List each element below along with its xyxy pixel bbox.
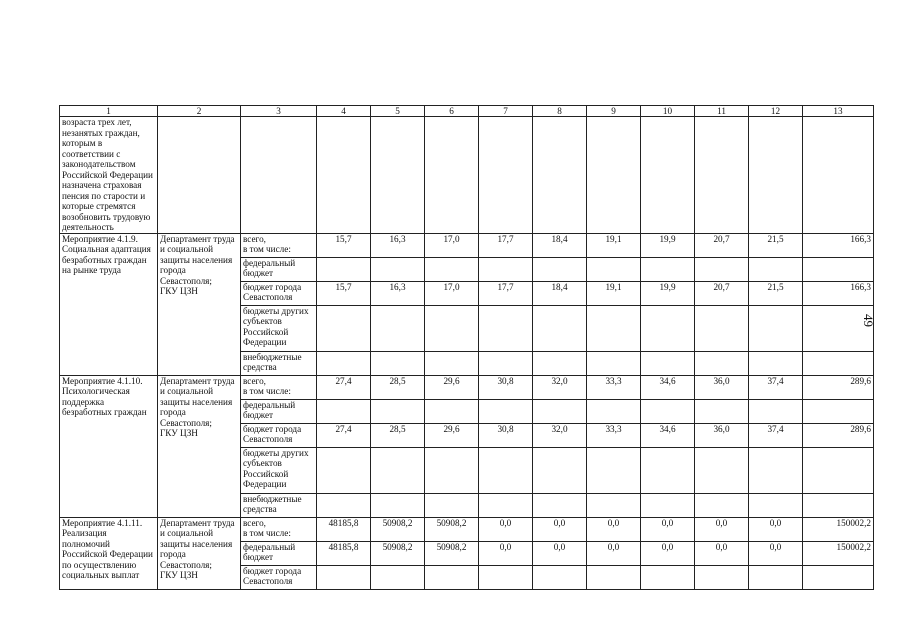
total-value xyxy=(803,447,874,493)
continuation-description: возраста трех лет, незанятых граждан, которым в соответствии с законодательством Российской Федерации назначена страховая пенсия по старости и которые стремятся возобновить трудовую деятельность xyxy=(60,117,158,234)
year-value xyxy=(587,447,641,493)
year-value: 30,8 xyxy=(479,375,533,399)
year-value xyxy=(479,565,533,589)
year-value: 16,3 xyxy=(371,233,425,257)
funding-category: внебюджетные средства xyxy=(241,351,317,375)
year-value: 32,0 xyxy=(533,423,587,447)
table-row xyxy=(60,517,874,541)
year-value xyxy=(533,257,587,281)
year-value xyxy=(749,447,803,493)
year-value xyxy=(371,447,425,493)
total-value xyxy=(803,257,874,281)
header-cell: 13 xyxy=(803,106,874,117)
year-value xyxy=(641,351,695,375)
year-value xyxy=(317,447,371,493)
year-value xyxy=(533,565,587,589)
year-value: 18,4 xyxy=(533,281,587,305)
year-value xyxy=(641,257,695,281)
funding-category: бюджеты других субъектов Российской Федерации xyxy=(241,305,317,351)
year-value xyxy=(371,493,425,517)
year-value xyxy=(587,351,641,375)
year-value: 0,0 xyxy=(749,517,803,541)
year-value xyxy=(371,257,425,281)
year-value: 20,7 xyxy=(695,281,749,305)
year-value xyxy=(317,565,371,589)
year-value: 0,0 xyxy=(641,541,695,565)
year-value xyxy=(317,399,371,423)
funding-category: бюджет города Севастополя xyxy=(241,281,317,305)
year-value xyxy=(641,493,695,517)
measure-name: Мероприятие 4.1.9. Социальная адаптация безработных граждан на рынке труда xyxy=(60,233,158,375)
year-value: 36,0 xyxy=(695,423,749,447)
measure-executor: Департамент труда и социальной защиты населения города Севастополя; ГКУ ЦЗН xyxy=(158,233,241,375)
year-value: 37,4 xyxy=(749,375,803,399)
table-row xyxy=(60,375,874,399)
total-value xyxy=(803,305,874,351)
total-value: 289,6 xyxy=(803,423,874,447)
year-value: 28,5 xyxy=(371,375,425,399)
year-value xyxy=(641,399,695,423)
year-value: 28,5 xyxy=(371,423,425,447)
year-value xyxy=(425,257,479,281)
header-cell: 2 xyxy=(158,106,241,117)
year-value xyxy=(695,447,749,493)
year-value: 0,0 xyxy=(533,517,587,541)
header-cell: 3 xyxy=(241,106,317,117)
year-value xyxy=(587,305,641,351)
year-value xyxy=(695,305,749,351)
year-value xyxy=(695,493,749,517)
year-value: 27,4 xyxy=(317,375,371,399)
year-value xyxy=(317,257,371,281)
year-value xyxy=(425,399,479,423)
year-value xyxy=(479,447,533,493)
year-value xyxy=(749,565,803,589)
year-value: 29,6 xyxy=(425,375,479,399)
year-value xyxy=(749,351,803,375)
year-value xyxy=(695,351,749,375)
year-value: 0,0 xyxy=(749,541,803,565)
year-value: 15,7 xyxy=(317,233,371,257)
funding-category: всего, в том числе: xyxy=(241,517,317,541)
year-value: 33,3 xyxy=(587,423,641,447)
year-value: 50908,2 xyxy=(425,517,479,541)
year-value: 17,0 xyxy=(425,233,479,257)
header-row xyxy=(60,106,874,117)
header-cell: 7 xyxy=(479,106,533,117)
year-value: 36,0 xyxy=(695,375,749,399)
year-value xyxy=(479,351,533,375)
total-value xyxy=(803,565,874,589)
funding-category: всего, в том числе: xyxy=(241,375,317,399)
year-value: 37,4 xyxy=(749,423,803,447)
year-value xyxy=(479,493,533,517)
year-value xyxy=(533,399,587,423)
year-value xyxy=(641,447,695,493)
year-value: 15,7 xyxy=(317,281,371,305)
year-value xyxy=(587,565,641,589)
year-value xyxy=(425,493,479,517)
year-value xyxy=(425,305,479,351)
page-number: 49 xyxy=(861,314,876,327)
header-cell: 5 xyxy=(371,106,425,117)
year-value: 34,6 xyxy=(641,423,695,447)
year-value: 48185,8 xyxy=(317,541,371,565)
year-value xyxy=(425,565,479,589)
header-cell: 10 xyxy=(641,106,695,117)
year-value xyxy=(749,493,803,517)
measure-executor: Департамент труда и социальной защиты населения города Севастополя; ГКУ ЦЗН xyxy=(158,375,241,517)
year-value xyxy=(587,257,641,281)
header-cell: 1 xyxy=(60,106,158,117)
year-value: 19,9 xyxy=(641,281,695,305)
year-value: 17,7 xyxy=(479,233,533,257)
year-value xyxy=(587,399,641,423)
table-row xyxy=(60,233,874,257)
year-value: 30,8 xyxy=(479,423,533,447)
total-value: 289,6 xyxy=(803,375,874,399)
table-body xyxy=(60,117,874,590)
funding-category: всего, в том числе: xyxy=(241,233,317,257)
year-value: 16,3 xyxy=(371,281,425,305)
measure-name: Мероприятие 4.1.10. Психологическая поддержка безработных граждан xyxy=(60,375,158,517)
total-value xyxy=(803,399,874,423)
year-value xyxy=(641,565,695,589)
funding-category: бюджеты других субъектов Российской Федерации xyxy=(241,447,317,493)
year-value xyxy=(749,305,803,351)
funding-category: бюджет города Севастополя xyxy=(241,423,317,447)
funding-category: бюджет города Севастополя xyxy=(241,565,317,589)
year-value xyxy=(479,257,533,281)
year-value xyxy=(317,351,371,375)
total-value: 150002,2 xyxy=(803,517,874,541)
year-value xyxy=(533,447,587,493)
year-value: 0,0 xyxy=(587,541,641,565)
year-value: 0,0 xyxy=(641,517,695,541)
year-value: 29,6 xyxy=(425,423,479,447)
year-value: 17,0 xyxy=(425,281,479,305)
year-value: 50908,2 xyxy=(425,541,479,565)
funding-category: федеральный бюджет xyxy=(241,399,317,423)
year-value xyxy=(425,351,479,375)
measure-executor: Департамент труда и социальной защиты населения города Севастополя; ГКУ ЦЗН xyxy=(158,517,241,589)
year-value xyxy=(749,257,803,281)
total-value xyxy=(803,493,874,517)
year-value xyxy=(425,447,479,493)
header-cell: 9 xyxy=(587,106,641,117)
header-cell: 6 xyxy=(425,106,479,117)
year-value xyxy=(695,257,749,281)
year-value xyxy=(317,493,371,517)
year-value: 0,0 xyxy=(695,541,749,565)
year-value xyxy=(533,493,587,517)
year-value: 33,3 xyxy=(587,375,641,399)
year-value xyxy=(479,305,533,351)
year-value xyxy=(371,351,425,375)
funding-category: внебюджетные средства xyxy=(241,493,317,517)
year-value: 0,0 xyxy=(533,541,587,565)
header-cell: 12 xyxy=(749,106,803,117)
year-value: 50908,2 xyxy=(371,517,425,541)
budget-table xyxy=(59,105,874,590)
year-value: 21,5 xyxy=(749,281,803,305)
year-value xyxy=(695,399,749,423)
header-cell: 8 xyxy=(533,106,587,117)
year-value: 19,1 xyxy=(587,281,641,305)
total-value xyxy=(803,351,874,375)
year-value xyxy=(533,305,587,351)
year-value: 19,9 xyxy=(641,233,695,257)
year-value: 0,0 xyxy=(695,517,749,541)
measure-name: Мероприятие 4.1.11. Реализация полномочий Российской Федерации по осуществлению социальных выплат xyxy=(60,517,158,589)
continuation-row xyxy=(60,117,874,234)
header-cell: 11 xyxy=(695,106,749,117)
year-value xyxy=(749,399,803,423)
year-value: 18,4 xyxy=(533,233,587,257)
year-value xyxy=(479,399,533,423)
year-value: 32,0 xyxy=(533,375,587,399)
year-value xyxy=(587,493,641,517)
year-value xyxy=(371,399,425,423)
year-value: 0,0 xyxy=(479,541,533,565)
funding-category: федеральный бюджет xyxy=(241,541,317,565)
year-value: 17,7 xyxy=(479,281,533,305)
total-value: 150002,2 xyxy=(803,541,874,565)
year-value: 0,0 xyxy=(479,517,533,541)
total-value: 166,3 xyxy=(803,281,874,305)
year-value: 34,6 xyxy=(641,375,695,399)
funding-category: федеральный бюджет xyxy=(241,257,317,281)
year-value xyxy=(371,565,425,589)
year-value: 48185,8 xyxy=(317,517,371,541)
year-value xyxy=(371,305,425,351)
year-value: 27,4 xyxy=(317,423,371,447)
year-value: 0,0 xyxy=(587,517,641,541)
year-value xyxy=(641,305,695,351)
total-value: 166,3 xyxy=(803,233,874,257)
header-cell: 4 xyxy=(317,106,371,117)
year-value: 21,5 xyxy=(749,233,803,257)
year-value xyxy=(533,351,587,375)
year-value: 50908,2 xyxy=(371,541,425,565)
year-value xyxy=(695,565,749,589)
year-value xyxy=(317,305,371,351)
year-value: 19,1 xyxy=(587,233,641,257)
year-value: 20,7 xyxy=(695,233,749,257)
